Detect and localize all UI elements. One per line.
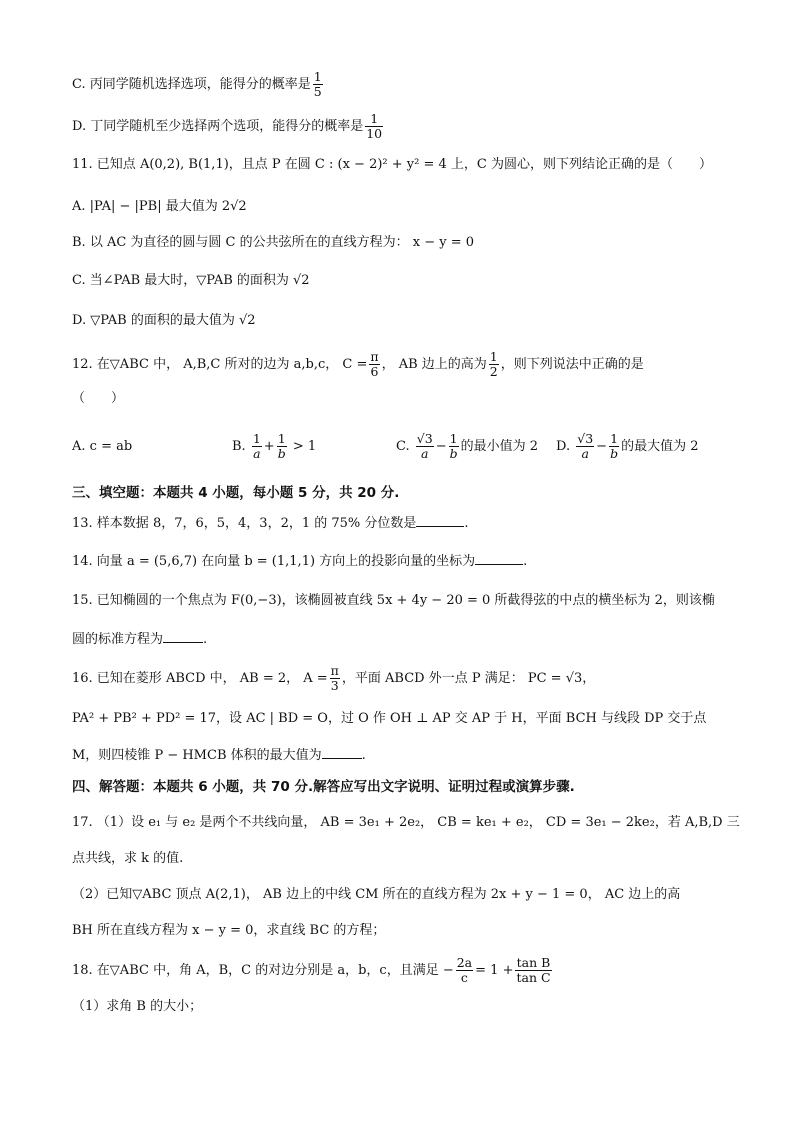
question-15-line-1: 15. 已知椭圆的一个焦点为 F(0,−3)，该椭圆被直线 5x + 4y − 20 = 0 所截得弦的中点的横坐标为 2，则该椭: [72, 593, 715, 608]
question-16-line-2: PA² + PB² + PD² = 17，设 AC | BD = O，过 O 作 OH ⊥ AP 交 AP 于 H，平面 BCH 与线段 DP 交于点: [72, 711, 707, 726]
fraction: $\frac{1}{5}$: [313, 69, 322, 99]
option-c-line: [72, 70, 722, 99]
question-12-option-c: C. $\frac{√3}{a}$ − $\frac{1}{b}$ 的最小值为 2: [396, 431, 539, 461]
fraction: $\frac{1}{10}$: [366, 111, 383, 141]
fraction: $\frac{\pi}{3}$: [330, 663, 339, 693]
question-11-option-a: A. |PA| − |PB| 最大值为 2√2: [72, 199, 247, 214]
question-17-line-3: （2）已知▽ABC 顶点 A(2,1)， AB 边上的中线 CM 所在的直线方程为 2x + y − 1 = 0， AC 边上的高: [72, 887, 681, 902]
section-4-heading: 四、解答题：本题共 6 小题，共 70 分.解答应写出文字说明、证明过程或演算步骤.: [72, 779, 575, 795]
fraction: $\frac{\pi}{6}$: [370, 349, 379, 379]
answer-blank: [475, 550, 523, 565]
question-17-line-4: BH 所在直线方程为 x − y = 0，求直线 BC 的方程；: [72, 923, 386, 938]
question-16-line-1: 16. 已知在菱形 ABCD 中， AB = 2， A = $\frac{\pi}{3}$ ，平面 ABCD 外一点 P 满足： PC = √3，: [72, 663, 596, 693]
option-c-text: C. 丙同学随机选择选项，能得分的概率是: [72, 77, 311, 92]
question-12-option-b: B. $\frac{1}{a}$ + $\frac{1}{b}$ > 1: [232, 431, 317, 461]
question-12-option-d: D. $\frac{√3}{a}$ − $\frac{1}{b}$ 的最大值为 2: [556, 431, 699, 461]
question-11-option-b: B. 以 AC 为直径的圆与圆 C 的公共弦所在的直线方程为： x − y = 0: [72, 235, 475, 250]
question-14: 14. 向量 a = (5,6,7) 在向量 b = (1,1,1) 方向上的投影向量的坐标为 .: [72, 550, 722, 573]
question-11: 11. 已知点 A(0,2), B(1,1)，且点 P 在圆 C : (x − 2)² + y² = 4 上，C 为圆心，则下列结论正确的是（ ）: [72, 157, 712, 172]
question-16-line-3: M，则四棱锥 P − HMCB 体积的最大值为 .: [72, 744, 722, 767]
answer-blank: [416, 512, 464, 527]
answer-blank: [322, 744, 362, 759]
question-18: 18. 在▽ABC 中，角 A，B，C 的对边分别是 a，b，c，且满足 − $\frac{2a}{c}$ = 1 + $\frac{\text{tan B}}{\text{tan C}}$: [72, 955, 551, 985]
question-12: 12. 在▽ABC 中， A,B,C 所对的边为 a,b,c， C = $\frac{\pi}{6}$ ， AB 边上的高为 $\frac{1}{2}$ ，则下列说法中正确的是: [72, 349, 644, 379]
section-3-heading: 三、填空题：本题共 4 小题，每小题 5 分，共 20 分.: [72, 485, 400, 501]
option-d-text: D. 丁同学随机至少选择两个选项，能得分的概率是: [72, 119, 364, 134]
question-12-paren: （ ）: [72, 391, 125, 406]
fraction: $\frac{2a}{c}$: [456, 955, 473, 985]
question-13: 13. 样本数据 8，7，6，5，4，3，2，1 的 75% 分位数是 .: [72, 512, 722, 535]
question-17-line-1: 17. （1）设 e₁ 与 e₂ 是两个不共线向量， AB = 3e₁ + 2e₂， CB = ke₁ + e₂， CD = 3e₁ − 2ke₂，若 A,B,D 三: [72, 815, 740, 830]
question-15-line-2: 圆的标准方程为 .: [72, 628, 722, 651]
answer-blank: [163, 628, 203, 643]
question-12-option-a: A. c = ab: [72, 439, 133, 454]
question-11-option-c: C. 当∠PAB 最大时，▽PAB 的面积为 √2: [72, 273, 310, 288]
question-17-line-2: 点共线，求 k 的值.: [72, 851, 184, 866]
question-12-options: [72, 432, 722, 462]
option-d-line: [72, 112, 722, 141]
fraction: $\frac{\text{tan B}}{\text{tan C}}$: [516, 955, 551, 985]
question-18-part-1: （1）求角 B 的大小；: [72, 999, 203, 1014]
fraction: $\frac{1}{2}$: [489, 349, 498, 379]
question-11-option-d: D. ▽PAB 的面积的最大值为 √2: [72, 313, 256, 328]
